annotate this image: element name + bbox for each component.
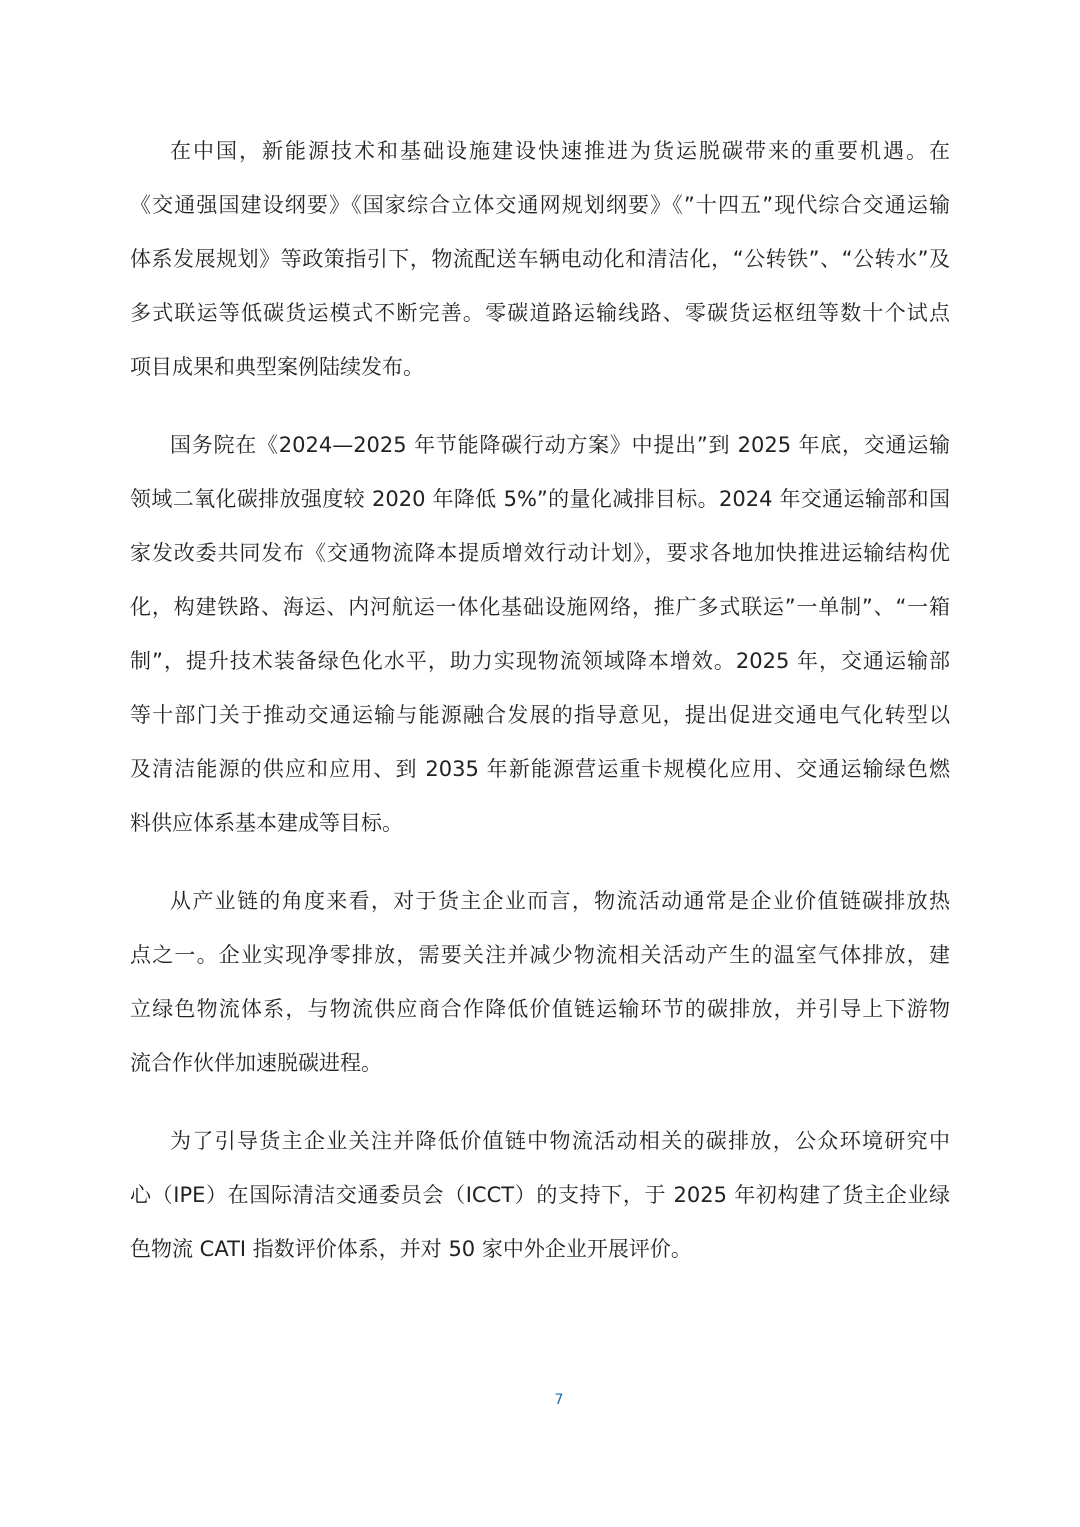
text-line: 领域二氧化碳排放强度较 2020 年降低 5%”的量化减排目标。2024 年交通运输部和国 <box>130 487 950 511</box>
paragraph-4 <box>130 1114 950 1276</box>
text-line: 色物流 CATI 指数评价体系，并对 50 家中外企业开展评价。 <box>130 1237 692 1261</box>
page-number: 7 <box>554 1392 564 1408</box>
text-line: 体系发展规划》等政策指引下，物流配送车辆电动化和清洁化，“公转铁”、“公转水”及 <box>130 247 950 271</box>
text-line: 家发改委共同发布《交通物流降本提质增效行动计划》，要求各地加快推进运输结构优 <box>130 541 950 565</box>
text-line: 点之一。企业实现净零排放，需要关注并减少物流相关活动产生的温室气体排放，建 <box>130 943 950 967</box>
text-line: 心（IPE）在国际清洁交通委员会（ICCT）的支持下，于 2025 年初构建了货主企业绿 <box>130 1183 950 1207</box>
paragraph-1 <box>130 124 950 394</box>
text-line: 制”，提升技术装备绿色化水平，助力实现物流领域降本增效。2025 年，交通运输部 <box>130 649 950 673</box>
text-line: 等十部门关于推动交通运输与能源融合发展的指导意见，提出促进交通电气化转型以 <box>130 703 950 727</box>
text-line: 在中国，新能源技术和基础设施建设快速推进为货运脱碳带来的重要机遇。在 <box>170 139 950 163</box>
text-line: 化，构建铁路、海运、内河航运一体化基础设施网络，推广多式联运”一单制”、“一箱 <box>130 595 950 619</box>
text-line: 《交通强国建设纲要》《国家综合立体交通网规划纲要》《”十四五”现代综合交通运输 <box>130 193 950 217</box>
text-line: 及清洁能源的供应和应用、到 2035 年新能源营运重卡规模化应用、交通运输绿色燃 <box>130 757 950 781</box>
paragraph-3 <box>130 874 950 1090</box>
text-line: 多式联运等低碳货运模式不断完善。零碳道路运输线路、零碳货运枢纽等数十个试点 <box>130 301 950 325</box>
text-line: 从产业链的角度来看，对于货主企业而言，物流活动通常是企业价值链碳排放热 <box>170 889 950 913</box>
text-line: 项目成果和典型案例陆续发布。 <box>130 355 424 379</box>
paragraph-2 <box>130 418 950 850</box>
text-line: 国务院在《2024—2025 年节能降碳行动方案》中提出”到 2025 年底，交通运输 <box>170 433 950 457</box>
text-line: 流合作伙伴加速脱碳进程。 <box>130 1051 382 1075</box>
text-line: 料供应体系基本建成等目标。 <box>130 811 403 835</box>
text-line: 为了引导货主企业关注并降低价值链中物流活动相关的碳排放，公众环境研究中 <box>170 1129 950 1153</box>
text-line: 立绿色物流体系，与物流供应商合作降低价值链运输环节的碳排放，并引导上下游物 <box>130 997 950 1021</box>
body-text <box>130 124 950 1300</box>
